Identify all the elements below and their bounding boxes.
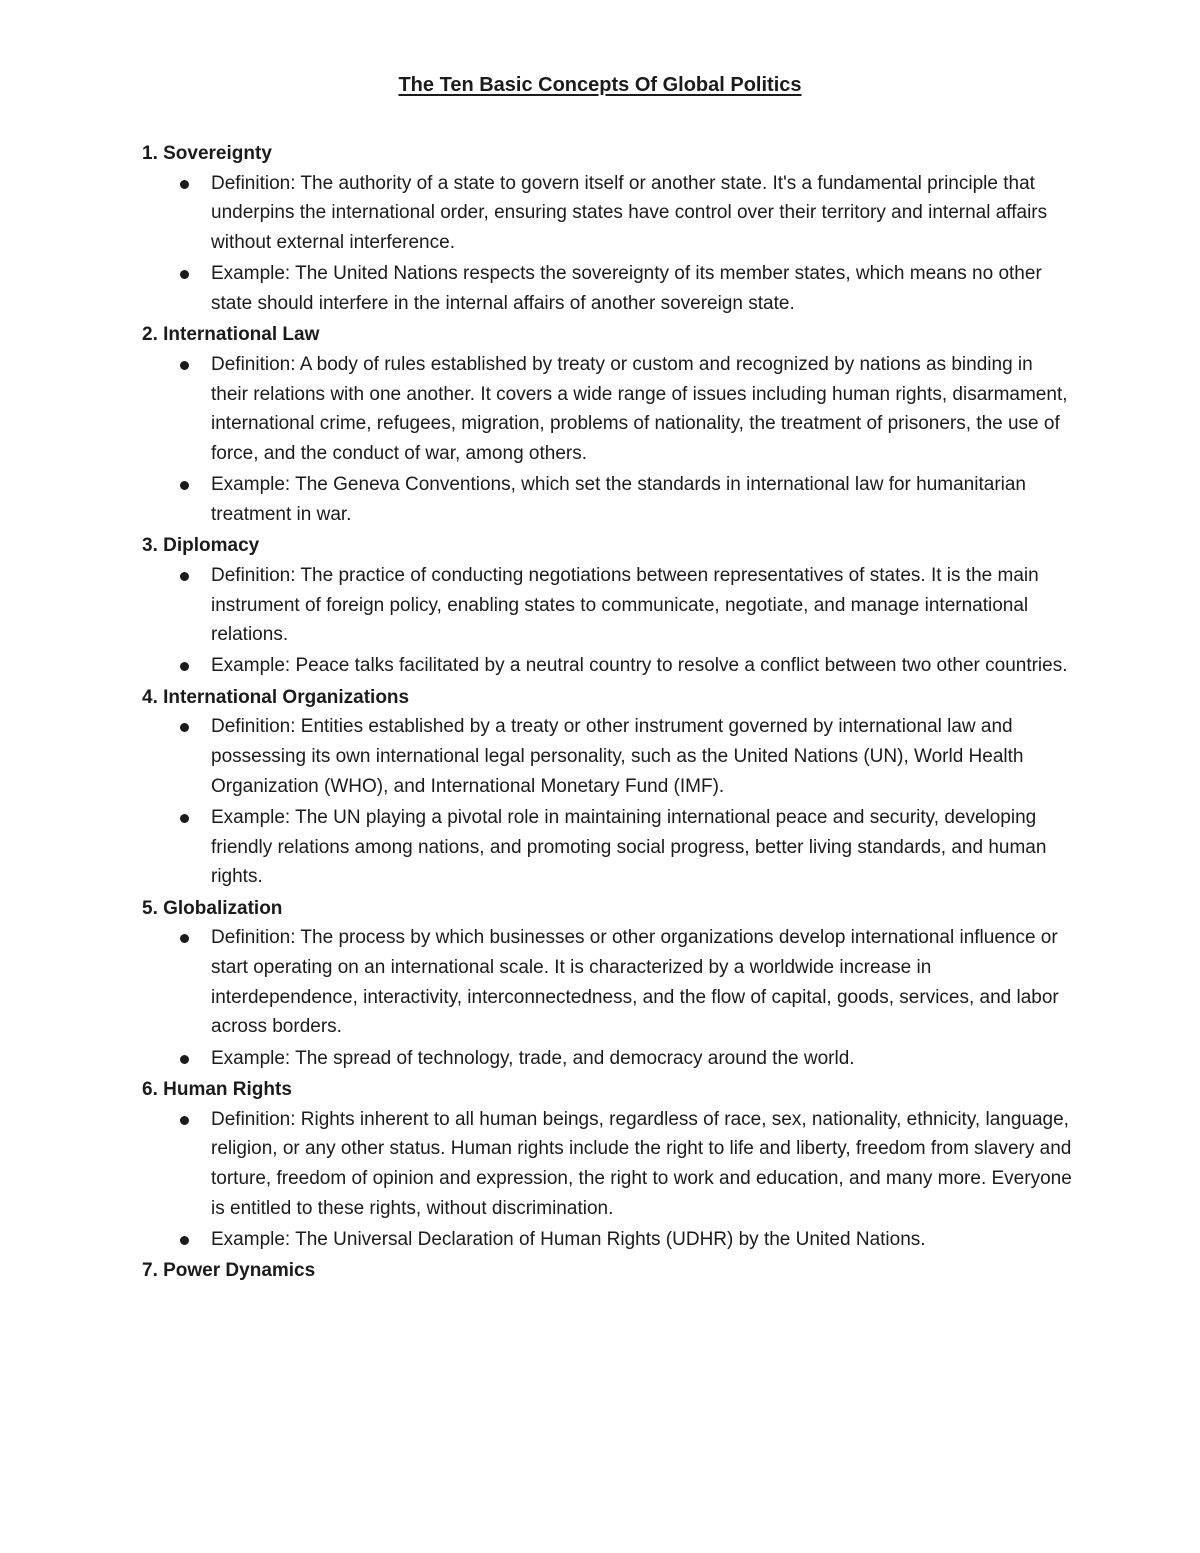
concept-bullet	[142, 1105, 1072, 1224]
page-title: The Ten Basic Concepts Of Global Politics	[398, 74, 802, 96]
concept-section	[142, 683, 1072, 892]
bullet-dot-icon	[180, 270, 189, 279]
bullet-dot-icon	[180, 1116, 189, 1125]
concept-heading: 5. Globalization	[142, 897, 283, 919]
concept-bullet	[142, 259, 1072, 318]
concept-section	[142, 139, 1072, 319]
concept-bullets	[142, 712, 1072, 892]
concept-bullets	[142, 561, 1072, 681]
concept-heading: 1. Sovereignty	[142, 143, 272, 164]
concept-bullet	[142, 1044, 1072, 1074]
concept-bullets	[142, 923, 1072, 1073]
concept-bullet	[142, 169, 1072, 258]
bullet-dot-icon	[180, 814, 189, 823]
bullet-text: Definition: Entities established by a treaty or other instrument governed by international law and possessing its own international legal personality, such as the United Nations (UN), World Health Organization (WHO), and International Monetary Fund (IMF).	[211, 716, 1024, 797]
concept-section	[142, 320, 1072, 529]
concept-section	[142, 1256, 1072, 1286]
bullet-text: Definition: The process by which businesses or other organizations develop international influence or start operating on an international scale. It is characterized by a worldwide increase in interdependence, interactivity, interconnectedness, and the flow of capital, goods, services, and labor across borders.	[211, 927, 1059, 1038]
concept-list	[142, 139, 1072, 1286]
concept-heading: 4. International Organizations	[142, 686, 410, 708]
concept-bullet	[142, 350, 1072, 469]
concept-heading: 3. Diplomacy	[142, 535, 260, 557]
bullet-dot-icon	[180, 934, 189, 943]
bullet-text: Definition: The authority of a state to govern itself or another state. It's a fundamental principle that underpins the international order, ensuring states have control over their territory and internal affairs without external interference.	[211, 172, 1048, 254]
concept-bullet	[142, 561, 1072, 650]
bullet-dot-icon	[180, 1055, 189, 1064]
concept-bullets	[142, 350, 1072, 530]
concept-section	[142, 1075, 1072, 1255]
bullet-text: Example: The Geneva Conventions, which set the standards in international law for humanitarian treatment in war.	[211, 474, 1026, 525]
bullet-dot-icon	[180, 662, 189, 671]
bullet-text: Example: The Universal Declaration of Human Rights (UDHR) by the United Nations.	[211, 1228, 926, 1250]
bullet-dot-icon	[180, 572, 189, 581]
concept-bullets	[142, 1105, 1072, 1255]
bullet-text: Definition: Rights inherent to all human beings, regardless of race, sex, nationality, ethnicity, language, religion, or any other status. Human rights include the right to life and liberty, freedom from slavery and torture, freedom of opinion and expression, the right to work and education, and many more. Everyone is entitled to these rights, without discrimination.	[211, 1108, 1072, 1219]
bullet-text: Example: Peace talks facilitated by a neutral country to resolve a conflict between two other countries.	[211, 655, 1068, 677]
concept-bullet	[142, 923, 1072, 1042]
bullet-text: Definition: A body of rules established by treaty or custom and recognized by nations as binding in their relations with one another. It covers a wide range of issues including human rights, disarmament, international crime, refugees, migration, problems of nationality, the treatment of prisoners, the use of force, and the conduct of war, among others.	[211, 353, 1068, 465]
concept-bullet	[142, 803, 1072, 892]
concept-bullet	[142, 651, 1072, 681]
bullet-text: Example: The spread of technology, trade, and democracy around the world.	[211, 1047, 855, 1069]
concept-heading: 6. Human Rights	[142, 1078, 292, 1100]
bullet-dot-icon	[180, 180, 189, 189]
concept-section	[142, 531, 1072, 681]
bullet-text: Example: The United Nations respects the sovereignty of its member states, which means no other state should interfere in the internal affairs of another sovereign state.	[211, 263, 1042, 315]
concept-bullet	[142, 470, 1072, 529]
bullet-dot-icon	[180, 1236, 189, 1245]
bullet-dot-icon	[180, 361, 189, 370]
concept-heading: 2. International Law	[142, 324, 320, 346]
bullet-dot-icon	[180, 481, 189, 490]
bullet-dot-icon	[180, 723, 189, 732]
concept-heading: 7. Power Dynamics	[142, 1260, 316, 1282]
concept-section	[142, 894, 1072, 1074]
bullet-text: Definition: The practice of conducting negotiations between representatives of states. It is the main instrument of foreign policy, enabling states to communicate, negotiate, and manage international relations.	[211, 564, 1039, 646]
bullet-text: Example: The UN playing a pivotal role in maintaining international peace and security, developing friendly relations among nations, and promoting social progress, better living standards, and human rights.	[211, 806, 1047, 888]
concept-bullets	[142, 169, 1072, 319]
concept-bullet	[142, 1225, 1072, 1255]
concept-bullet	[142, 712, 1072, 801]
